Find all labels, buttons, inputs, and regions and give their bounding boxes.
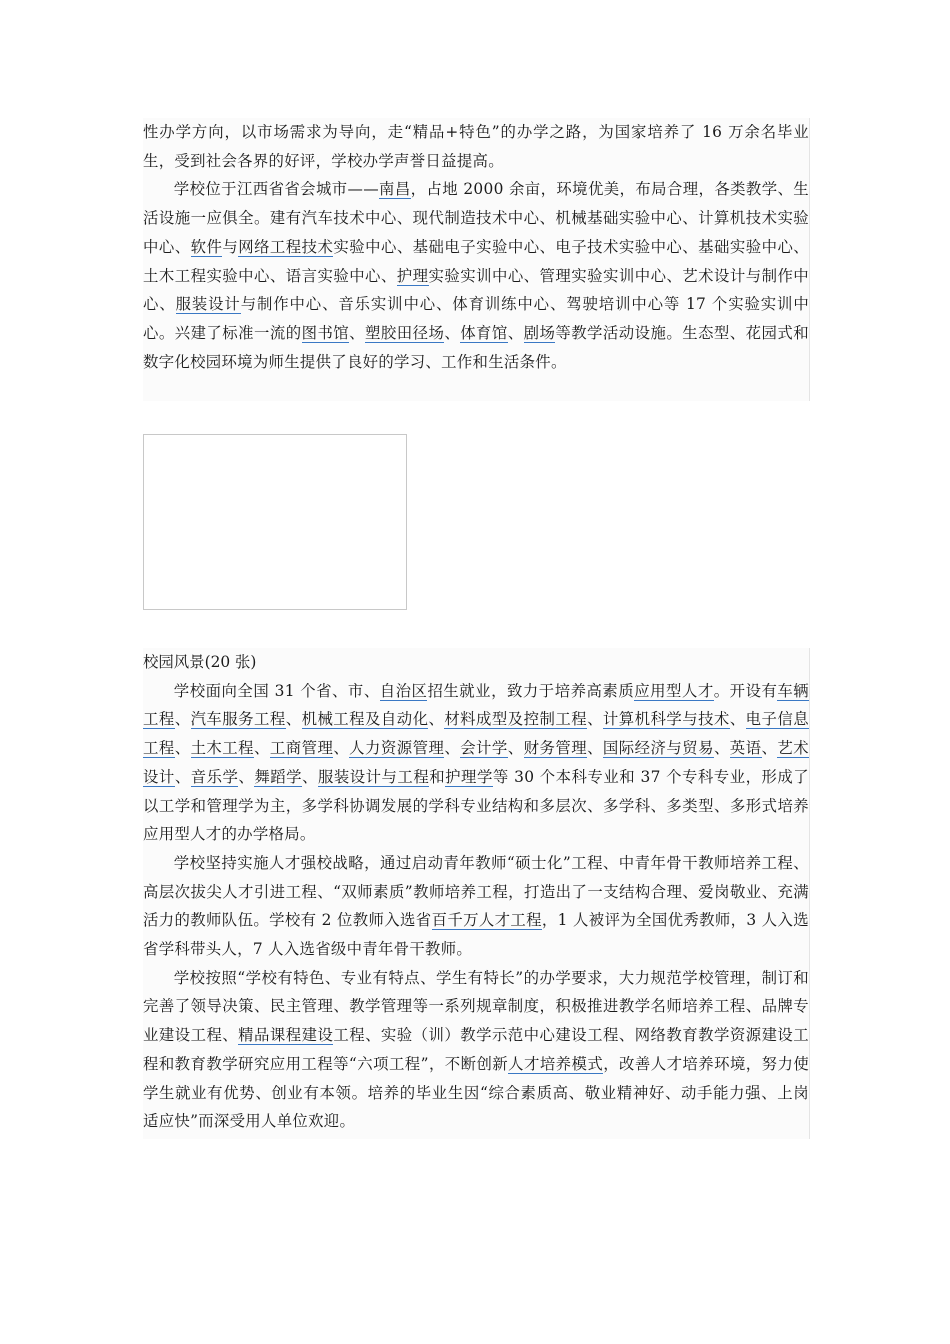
- text: 、: [238, 767, 255, 786]
- text: 、: [285, 710, 302, 729]
- text: 、: [174, 710, 191, 729]
- text: 学校按照“学校有特色、专业有特点、学生有特长”的办学要求，大力规范学校管理，制订和完善了领导决策、民主管理、教学管理等一系列规章制度，积极推进教学名师培养工程、品牌专业建设工程、: [143, 968, 809, 1045]
- link-library[interactable]: 图书馆: [301, 323, 350, 342]
- paragraph-intro: 性办学方向，以市场需求为导向，走“精品+特色”的办学之路，为国家培养了 16 万余名毕业生，受到社会各界的好评，学校办学声誉日益提高。: [143, 123, 809, 170]
- campus-image-placeholder[interactable]: [143, 434, 407, 610]
- text: 、: [349, 323, 366, 342]
- link-mechanical[interactable]: 机械工程及自动化: [301, 710, 429, 729]
- text: 招生就业，致力于培养高素质: [427, 681, 635, 700]
- paragraph-management: [143, 964, 809, 1136]
- majors-section: [143, 648, 810, 1139]
- text: 和: [429, 767, 446, 786]
- link-applied-talent[interactable]: 应用型人才: [634, 681, 714, 700]
- link-theater[interactable]: 剧场: [523, 323, 556, 342]
- link-track-field[interactable]: 塑胶田径场: [365, 323, 445, 342]
- text: ，改善人才培养环境，努力使学生就业有优势、创业有本领。培养的毕业生因“综合素质高、敬业精神好、动手能力强、上岗适应快”而深受用人单位欢迎。: [143, 1054, 810, 1131]
- link-accounting[interactable]: 会计学: [460, 739, 508, 758]
- link-nanchang[interactable]: 南昌: [378, 180, 411, 199]
- text: 等 30 个本科专业和 37 个专科专业，形成了以工学和管理学为主，多学科协调发展的学科专业结构和多层次、多学科、多类型、多形式培养应用型人才的办学格局。: [143, 767, 809, 844]
- link-civil-engineering[interactable]: 土木工程: [190, 739, 255, 758]
- text: 、: [444, 323, 461, 342]
- image-caption: 校园风景(20 张): [143, 653, 257, 671]
- paragraph-location: [143, 175, 809, 376]
- paragraph-faculty: [143, 849, 809, 964]
- link-electronic-info[interactable]: 电子信息工程: [143, 710, 809, 758]
- text: 、: [444, 739, 461, 758]
- link-network-engineering[interactable]: 网络工程技术: [238, 237, 334, 256]
- link-international-trade[interactable]: 国际经济与贸易: [602, 739, 714, 758]
- link-english[interactable]: 英语: [729, 739, 762, 758]
- text: 、: [254, 739, 270, 758]
- link-financial-management[interactable]: 财务管理: [523, 739, 588, 758]
- text: 实验中心、基础电子实验中心、电子技术实验中心、基础实验中心、土木工程实验中心、语言实验中心、: [143, 237, 810, 285]
- text: 。开设有: [713, 681, 778, 700]
- link-musicology[interactable]: 音乐学: [190, 767, 239, 786]
- text: 、: [302, 767, 318, 786]
- text: 实验实训中心、管理实验实训中心、艺术设计与制作中心、: [143, 266, 810, 314]
- link-material[interactable]: 材料成型及控制工程: [444, 710, 588, 729]
- link-fashion-engineering[interactable]: 服装设计与工程: [317, 767, 430, 786]
- link-training-model[interactable]: 人才培养模式: [508, 1054, 604, 1073]
- text: ，占地 2000 余亩，环境优美，布局合理，各类教学、生活设施一应俱全。建有汽车技术中心、现代制造技术中心、机械基础实验中心、计算机技术实验中心、: [143, 180, 809, 256]
- text: 与制作中心、音乐实训中心、体育训练中心、驾驶培训中心等 17 个实验实训中心。兴建了标准一流的: [143, 295, 810, 342]
- text: 学校坚持实施人才强校战略，通过启动青年教师“硕士化”工程、中青年骨干教师培养工程、高层次拔尖人才引进工程、“双师素质”教师培养工程，打造出了一支结构合理、爱岗敬业、充满活力的教师队伍。学校有 2 位教师入选省: [143, 853, 809, 930]
- text: 学校位于江西省省会城市——: [173, 180, 379, 199]
- link-nursing[interactable]: 护理: [396, 266, 429, 285]
- link-computer-science[interactable]: 计算机科学与技术: [602, 710, 730, 729]
- text: 学校面向全国 31 个省、市、: [173, 681, 380, 700]
- link-art-design[interactable]: 艺术设计: [143, 739, 809, 786]
- paragraph-majors: [143, 677, 809, 849]
- text: 、: [174, 767, 191, 786]
- text: 、: [587, 739, 603, 758]
- link-auto-service[interactable]: 汽车服务工程: [190, 710, 286, 729]
- text: 等教学活动设施。生态型、花园式和数字化校园环境为师生提供了良好的学习、工作和生活条件。: [143, 323, 809, 371]
- intro-section: [143, 118, 810, 401]
- link-nursing-science[interactable]: 护理学: [445, 767, 493, 786]
- link-dance[interactable]: 舞蹈学: [254, 767, 303, 786]
- text: 、: [507, 739, 524, 758]
- link-gymnasium[interactable]: 体育馆: [460, 323, 508, 342]
- link-fashion-design[interactable]: 服装设计: [175, 295, 241, 314]
- link-quality-course[interactable]: 精品课程建设: [238, 1026, 334, 1045]
- text: 、: [587, 710, 603, 729]
- link-autonomous-region[interactable]: 自治区: [379, 681, 428, 700]
- link-human-resources[interactable]: 人力资源管理: [349, 739, 445, 758]
- link-talent-project[interactable]: 百千万人才工程: [431, 911, 542, 930]
- text: 、: [507, 323, 524, 342]
- link-software[interactable]: 软件: [190, 237, 223, 256]
- text: ，1 人被评为全国优秀教师，3 人入选省学科带头人，7 人入选省级中青年骨干教师。: [143, 911, 809, 959]
- text: 、: [761, 739, 778, 758]
- link-vehicle-engineering[interactable]: 车辆工程: [143, 681, 809, 729]
- text: 、: [713, 739, 730, 758]
- text: 、: [428, 710, 445, 729]
- text: 工程、实验（训）教学示范中心建设工程、网络教育教学资源建设工程和教育教学研究应用工程等“六项工程”，不断创新: [143, 1026, 809, 1073]
- text: 、: [729, 710, 746, 729]
- link-business-management[interactable]: 工商管理: [269, 739, 334, 758]
- text: 、: [333, 739, 350, 758]
- text: 、: [174, 739, 191, 758]
- text: 与: [222, 237, 239, 256]
